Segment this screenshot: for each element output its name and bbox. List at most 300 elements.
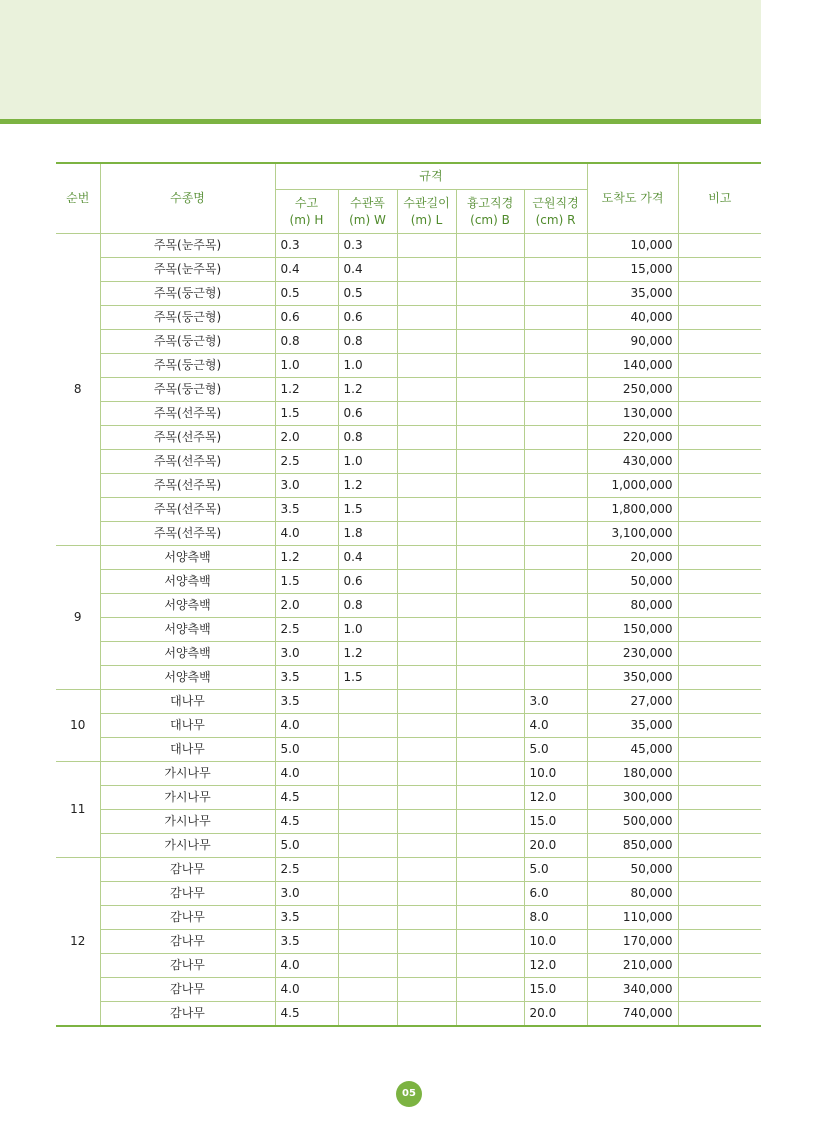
width-cell: 1.2 (338, 378, 397, 402)
root-diameter-cell (524, 378, 587, 402)
price-cell: 430,000 (587, 450, 678, 474)
chest-diameter-cell (456, 858, 524, 882)
species-cell: 감나무 (100, 906, 275, 930)
height-cell: 3.5 (275, 930, 338, 954)
width-cell: 0.3 (338, 234, 397, 258)
species-cell: 감나무 (100, 858, 275, 882)
price-cell: 340,000 (587, 978, 678, 1002)
length-cell (397, 666, 456, 690)
note-cell (678, 546, 761, 570)
height-cell: 5.0 (275, 738, 338, 762)
chest-diameter-cell (456, 690, 524, 714)
width-cell: 1.0 (338, 450, 397, 474)
length-cell (397, 1002, 456, 1027)
chest-diameter-cell (456, 306, 524, 330)
height-cell: 1.0 (275, 354, 338, 378)
width-cell: 1.8 (338, 522, 397, 546)
length-cell (397, 978, 456, 1002)
root-diameter-cell: 5.0 (524, 858, 587, 882)
header-chest: 흉고직경 (cm) B (456, 190, 524, 234)
height-cell: 3.0 (275, 642, 338, 666)
height-cell: 4.5 (275, 786, 338, 810)
width-cell (338, 810, 397, 834)
height-cell: 0.3 (275, 234, 338, 258)
width-cell: 1.0 (338, 354, 397, 378)
length-cell (397, 930, 456, 954)
note-cell (678, 474, 761, 498)
height-cell: 3.5 (275, 690, 338, 714)
chest-diameter-cell (456, 1002, 524, 1027)
price-cell: 350,000 (587, 666, 678, 690)
species-cell: 주목(선주목) (100, 426, 275, 450)
root-diameter-cell (524, 474, 587, 498)
chest-diameter-cell (456, 834, 524, 858)
table-row (56, 618, 761, 642)
header-band (0, 0, 761, 119)
width-cell: 0.6 (338, 306, 397, 330)
root-diameter-cell (524, 258, 587, 282)
table-row (56, 570, 761, 594)
length-cell (397, 786, 456, 810)
note-cell (678, 618, 761, 642)
note-cell (678, 426, 761, 450)
width-cell: 0.5 (338, 282, 397, 306)
price-cell: 140,000 (587, 354, 678, 378)
note-cell (678, 690, 761, 714)
note-cell (678, 282, 761, 306)
length-cell (397, 402, 456, 426)
width-cell: 1.2 (338, 642, 397, 666)
table-row (56, 330, 761, 354)
price-cell: 500,000 (587, 810, 678, 834)
table-row (56, 282, 761, 306)
length-cell (397, 258, 456, 282)
price-cell: 210,000 (587, 954, 678, 978)
height-cell: 4.0 (275, 714, 338, 738)
species-cell: 주목(선주목) (100, 450, 275, 474)
header-rule (0, 119, 761, 124)
table-row (56, 954, 761, 978)
width-cell: 0.6 (338, 402, 397, 426)
height-cell: 2.0 (275, 594, 338, 618)
length-cell (397, 306, 456, 330)
root-diameter-cell (524, 522, 587, 546)
note-cell (678, 498, 761, 522)
root-diameter-cell (524, 354, 587, 378)
group-number-cell: 8 (56, 234, 100, 546)
length-cell (397, 474, 456, 498)
price-cell: 20,000 (587, 546, 678, 570)
length-cell (397, 546, 456, 570)
note-cell (678, 882, 761, 906)
price-cell: 170,000 (587, 930, 678, 954)
width-cell (338, 1002, 397, 1027)
species-cell: 가시나무 (100, 786, 275, 810)
table-row (56, 354, 761, 378)
species-cell: 주목(둥근형) (100, 354, 275, 378)
chest-diameter-cell (456, 954, 524, 978)
root-diameter-cell (524, 450, 587, 474)
note-cell (678, 450, 761, 474)
length-cell (397, 522, 456, 546)
species-cell: 서양측백 (100, 618, 275, 642)
width-cell: 1.0 (338, 618, 397, 642)
price-cell: 3,100,000 (587, 522, 678, 546)
price-cell: 220,000 (587, 426, 678, 450)
header-width: 수관폭 (m) W (338, 190, 397, 234)
root-diameter-cell (524, 546, 587, 570)
price-cell: 300,000 (587, 786, 678, 810)
chest-diameter-cell (456, 930, 524, 954)
root-diameter-cell (524, 666, 587, 690)
height-cell: 5.0 (275, 834, 338, 858)
table-row (56, 546, 761, 570)
price-cell: 80,000 (587, 882, 678, 906)
species-cell: 주목(선주목) (100, 498, 275, 522)
species-cell: 주목(둥근형) (100, 282, 275, 306)
width-cell (338, 978, 397, 1002)
price-cell: 1,000,000 (587, 474, 678, 498)
table-row (56, 714, 761, 738)
price-cell: 80,000 (587, 594, 678, 618)
header-root: 근원직경 (cm) R (524, 190, 587, 234)
root-diameter-cell: 6.0 (524, 882, 587, 906)
root-diameter-cell: 10.0 (524, 762, 587, 786)
root-diameter-cell (524, 618, 587, 642)
species-cell: 주목(둥근형) (100, 306, 275, 330)
table-row (56, 834, 761, 858)
chest-diameter-cell (456, 354, 524, 378)
length-cell (397, 594, 456, 618)
height-cell: 1.5 (275, 402, 338, 426)
height-cell: 3.5 (275, 666, 338, 690)
root-diameter-cell: 4.0 (524, 714, 587, 738)
species-cell: 대나무 (100, 690, 275, 714)
root-diameter-cell (524, 426, 587, 450)
price-cell: 50,000 (587, 570, 678, 594)
note-cell (678, 762, 761, 786)
species-cell: 서양측백 (100, 642, 275, 666)
species-cell: 대나무 (100, 714, 275, 738)
chest-diameter-cell (456, 642, 524, 666)
height-cell: 3.5 (275, 906, 338, 930)
length-cell (397, 690, 456, 714)
note-cell (678, 306, 761, 330)
species-cell: 주목(선주목) (100, 402, 275, 426)
root-diameter-cell: 15.0 (524, 978, 587, 1002)
note-cell (678, 858, 761, 882)
width-cell: 0.8 (338, 330, 397, 354)
width-cell: 0.8 (338, 594, 397, 618)
note-cell (678, 1002, 761, 1027)
length-cell (397, 762, 456, 786)
root-diameter-cell: 20.0 (524, 1002, 587, 1027)
species-cell: 감나무 (100, 882, 275, 906)
table-row (56, 666, 761, 690)
length-cell (397, 354, 456, 378)
width-cell: 1.5 (338, 666, 397, 690)
height-cell: 4.0 (275, 954, 338, 978)
species-cell: 감나무 (100, 930, 275, 954)
price-cell: 250,000 (587, 378, 678, 402)
width-cell (338, 930, 397, 954)
chest-diameter-cell (456, 570, 524, 594)
table-row (56, 786, 761, 810)
width-cell (338, 786, 397, 810)
width-cell (338, 858, 397, 882)
species-cell: 감나무 (100, 978, 275, 1002)
length-cell (397, 618, 456, 642)
height-cell: 4.0 (275, 762, 338, 786)
root-diameter-cell (524, 402, 587, 426)
height-cell: 1.5 (275, 570, 338, 594)
width-cell: 0.6 (338, 570, 397, 594)
species-cell: 주목(둥근형) (100, 330, 275, 354)
table-row (56, 378, 761, 402)
root-diameter-cell: 12.0 (524, 786, 587, 810)
height-cell: 3.0 (275, 474, 338, 498)
price-cell: 35,000 (587, 282, 678, 306)
root-diameter-cell: 3.0 (524, 690, 587, 714)
species-cell: 서양측백 (100, 570, 275, 594)
height-cell: 0.6 (275, 306, 338, 330)
chest-diameter-cell (456, 594, 524, 618)
note-cell (678, 834, 761, 858)
height-cell: 2.0 (275, 426, 338, 450)
width-cell: 0.8 (338, 426, 397, 450)
header-spec: 규격 (275, 163, 587, 190)
price-cell: 110,000 (587, 906, 678, 930)
group-number-cell: 11 (56, 762, 100, 858)
height-cell: 0.8 (275, 330, 338, 354)
height-cell: 3.5 (275, 498, 338, 522)
chest-diameter-cell (456, 402, 524, 426)
length-cell (397, 954, 456, 978)
group-number-cell: 12 (56, 858, 100, 1027)
species-cell: 감나무 (100, 954, 275, 978)
height-cell: 0.5 (275, 282, 338, 306)
species-cell: 주목(선주목) (100, 474, 275, 498)
height-cell: 4.0 (275, 978, 338, 1002)
note-cell (678, 930, 761, 954)
table-row (56, 258, 761, 282)
root-diameter-cell (524, 306, 587, 330)
table-row (56, 690, 761, 714)
table-row (56, 642, 761, 666)
note-cell (678, 810, 761, 834)
species-cell: 주목(둥근형) (100, 378, 275, 402)
root-diameter-cell (524, 570, 587, 594)
height-cell: 3.0 (275, 882, 338, 906)
header-price: 도착도 가격 (587, 163, 678, 234)
note-cell (678, 786, 761, 810)
root-diameter-cell: 15.0 (524, 810, 587, 834)
root-diameter-cell: 5.0 (524, 738, 587, 762)
note-cell (678, 714, 761, 738)
chest-diameter-cell (456, 738, 524, 762)
note-cell (678, 354, 761, 378)
note-cell (678, 522, 761, 546)
table-row (56, 810, 761, 834)
length-cell (397, 330, 456, 354)
chest-diameter-cell (456, 522, 524, 546)
width-cell (338, 906, 397, 930)
price-cell: 15,000 (587, 258, 678, 282)
species-cell: 대나무 (100, 738, 275, 762)
note-cell (678, 330, 761, 354)
height-cell: 2.5 (275, 618, 338, 642)
table-row (56, 906, 761, 930)
header-note: 비고 (678, 163, 761, 234)
height-cell: 1.2 (275, 546, 338, 570)
table-body (56, 234, 761, 1027)
chest-diameter-cell (456, 378, 524, 402)
price-table (56, 162, 761, 1027)
price-cell: 90,000 (587, 330, 678, 354)
chest-diameter-cell (456, 234, 524, 258)
chest-diameter-cell (456, 426, 524, 450)
chest-diameter-cell (456, 546, 524, 570)
chest-diameter-cell (456, 330, 524, 354)
chest-diameter-cell (456, 810, 524, 834)
header-no: 순번 (56, 163, 100, 234)
root-diameter-cell (524, 330, 587, 354)
price-cell: 27,000 (587, 690, 678, 714)
header-height: 수고(m) H (275, 190, 338, 234)
price-cell: 230,000 (587, 642, 678, 666)
table-row (56, 930, 761, 954)
table-row (56, 498, 761, 522)
table-row (56, 450, 761, 474)
price-cell: 35,000 (587, 714, 678, 738)
species-cell: 서양측백 (100, 666, 275, 690)
species-cell: 감나무 (100, 1002, 275, 1027)
note-cell (678, 738, 761, 762)
length-cell (397, 834, 456, 858)
note-cell (678, 666, 761, 690)
price-cell: 50,000 (587, 858, 678, 882)
length-cell (397, 810, 456, 834)
chest-diameter-cell (456, 882, 524, 906)
chest-diameter-cell (456, 618, 524, 642)
price-cell: 150,000 (587, 618, 678, 642)
note-cell (678, 258, 761, 282)
height-cell: 2.5 (275, 450, 338, 474)
width-cell (338, 954, 397, 978)
table-row (56, 306, 761, 330)
height-cell: 4.5 (275, 1002, 338, 1027)
note-cell (678, 594, 761, 618)
root-diameter-cell: 10.0 (524, 930, 587, 954)
header-species: 수종명 (100, 163, 275, 234)
length-cell (397, 714, 456, 738)
length-cell (397, 906, 456, 930)
chest-diameter-cell (456, 498, 524, 522)
length-cell (397, 282, 456, 306)
note-cell (678, 234, 761, 258)
price-cell: 40,000 (587, 306, 678, 330)
height-cell: 4.5 (275, 810, 338, 834)
length-cell (397, 570, 456, 594)
root-diameter-cell (524, 498, 587, 522)
species-cell: 가시나무 (100, 762, 275, 786)
width-cell (338, 834, 397, 858)
width-cell: 1.2 (338, 474, 397, 498)
height-cell: 0.4 (275, 258, 338, 282)
table-row (56, 234, 761, 258)
length-cell (397, 450, 456, 474)
width-cell (338, 714, 397, 738)
price-cell: 10,000 (587, 234, 678, 258)
root-diameter-cell (524, 282, 587, 306)
table-row (56, 978, 761, 1002)
table-row (56, 858, 761, 882)
note-cell (678, 570, 761, 594)
chest-diameter-cell (456, 450, 524, 474)
note-cell (678, 906, 761, 930)
chest-diameter-cell (456, 762, 524, 786)
table-row (56, 882, 761, 906)
chest-diameter-cell (456, 474, 524, 498)
chest-diameter-cell (456, 282, 524, 306)
note-cell (678, 642, 761, 666)
chest-diameter-cell (456, 978, 524, 1002)
species-cell: 주목(눈주목) (100, 234, 275, 258)
note-cell (678, 378, 761, 402)
height-cell: 1.2 (275, 378, 338, 402)
length-cell (397, 234, 456, 258)
table-row (56, 594, 761, 618)
chest-diameter-cell (456, 786, 524, 810)
width-cell: 0.4 (338, 546, 397, 570)
species-cell: 서양측백 (100, 546, 275, 570)
length-cell (397, 498, 456, 522)
length-cell (397, 858, 456, 882)
table-row (56, 522, 761, 546)
species-cell: 주목(눈주목) (100, 258, 275, 282)
table-row (56, 402, 761, 426)
species-cell: 주목(선주목) (100, 522, 275, 546)
width-cell (338, 762, 397, 786)
height-cell: 4.0 (275, 522, 338, 546)
length-cell (397, 738, 456, 762)
table-row (56, 1002, 761, 1027)
note-cell (678, 402, 761, 426)
price-cell: 45,000 (587, 738, 678, 762)
width-cell (338, 690, 397, 714)
price-cell: 740,000 (587, 1002, 678, 1027)
species-cell: 가시나무 (100, 834, 275, 858)
price-cell: 180,000 (587, 762, 678, 786)
length-cell (397, 426, 456, 450)
root-diameter-cell (524, 642, 587, 666)
species-cell: 가시나무 (100, 810, 275, 834)
width-cell (338, 738, 397, 762)
length-cell (397, 642, 456, 666)
note-cell (678, 978, 761, 1002)
table-row (56, 474, 761, 498)
header-length: 수관길이 (m) L (397, 190, 456, 234)
page-number-badge: 05 (396, 1081, 422, 1107)
chest-diameter-cell (456, 258, 524, 282)
width-cell: 1.5 (338, 498, 397, 522)
root-diameter-cell: 20.0 (524, 834, 587, 858)
price-cell: 130,000 (587, 402, 678, 426)
price-cell: 1,800,000 (587, 498, 678, 522)
chest-diameter-cell (456, 714, 524, 738)
length-cell (397, 882, 456, 906)
root-diameter-cell: 8.0 (524, 906, 587, 930)
